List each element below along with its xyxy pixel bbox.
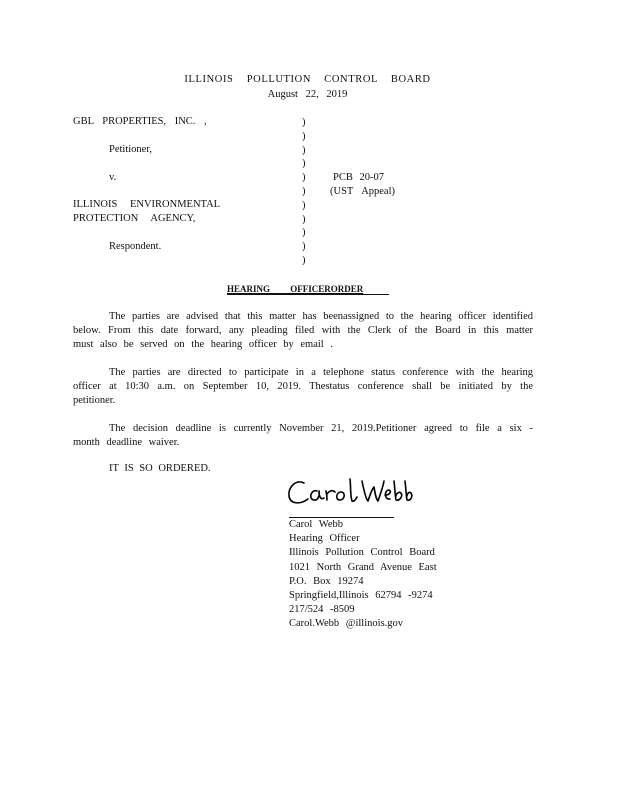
paren: ) bbox=[302, 185, 306, 197]
respondent-name-line1: ILLINOIS ENVIRONMENTAL bbox=[73, 199, 221, 210]
case-type: (UST Appeal) bbox=[330, 186, 396, 197]
paren: ) bbox=[302, 117, 306, 128]
paren: ) bbox=[302, 213, 306, 225]
signer-city: Springfield,Illinois 62794 -9274 bbox=[289, 589, 433, 601]
paren: ) bbox=[302, 144, 306, 156]
order-paragraph-conference: The parties are directed to participate in a telephone status conference with the hearing officer at 10:30 a.m. on September 10, 2019. Thestatus conference shall be initiated by the petitioner. bbox=[73, 367, 533, 406]
petitioner-name: GBL PROPERTIES, INC. , bbox=[73, 116, 207, 127]
signer-title: Hearing Officer bbox=[289, 533, 360, 545]
closing-statement: IT IS SO ORDERED. bbox=[109, 463, 211, 474]
paren: ) bbox=[302, 199, 306, 211]
respondent-role: Respondent. bbox=[109, 241, 162, 252]
signer-po-box: P.O. Box 19274 bbox=[289, 575, 364, 587]
signer-phone: 217/524 -8509 bbox=[289, 604, 355, 616]
paren: ) bbox=[302, 254, 306, 266]
versus-label: v. bbox=[109, 172, 117, 183]
signer-name: Carol Webb bbox=[289, 519, 343, 530]
signer-email: Carol.Webb @illinois.gov bbox=[289, 618, 404, 630]
order-heading: HEARING OFFICERORDER bbox=[227, 284, 364, 294]
paren: ) bbox=[302, 172, 306, 184]
signer-agency: Illinois Pollution Control Board bbox=[289, 547, 435, 559]
order-date: August 22, 2019 bbox=[267, 89, 348, 100]
signature-block bbox=[289, 518, 437, 632]
paren: ) bbox=[302, 158, 306, 170]
order-heading-rule bbox=[227, 294, 389, 295]
handwritten-signature bbox=[284, 471, 414, 511]
board-title: ILLINOIS POLLUTION CONTROL BOARD bbox=[184, 74, 431, 85]
respondent-name-line2: PROTECTION AGENCY, bbox=[73, 213, 196, 224]
case-number: PCB 20-07 bbox=[333, 172, 384, 183]
petitioner-role: Petitioner, bbox=[109, 144, 153, 155]
paren: ) bbox=[302, 227, 306, 239]
signer-street: 1021 North Grand Avenue East bbox=[289, 561, 437, 573]
caption-parentheses bbox=[302, 116, 306, 268]
order-paragraph-assignment: The parties are advised that this matter has beenassigned to the hearing officer identified below. From this date forward, any pleading filed with the Clerk of the Board in this matter must also be served on the hearing officer by email . bbox=[73, 311, 533, 350]
paren: ) bbox=[302, 241, 306, 253]
paren: ) bbox=[302, 130, 306, 142]
order-paragraph-deadline: The decision deadline is currently November 21, 2019.Petitioner agreed to file a six - month deadline waiver. bbox=[73, 423, 533, 448]
